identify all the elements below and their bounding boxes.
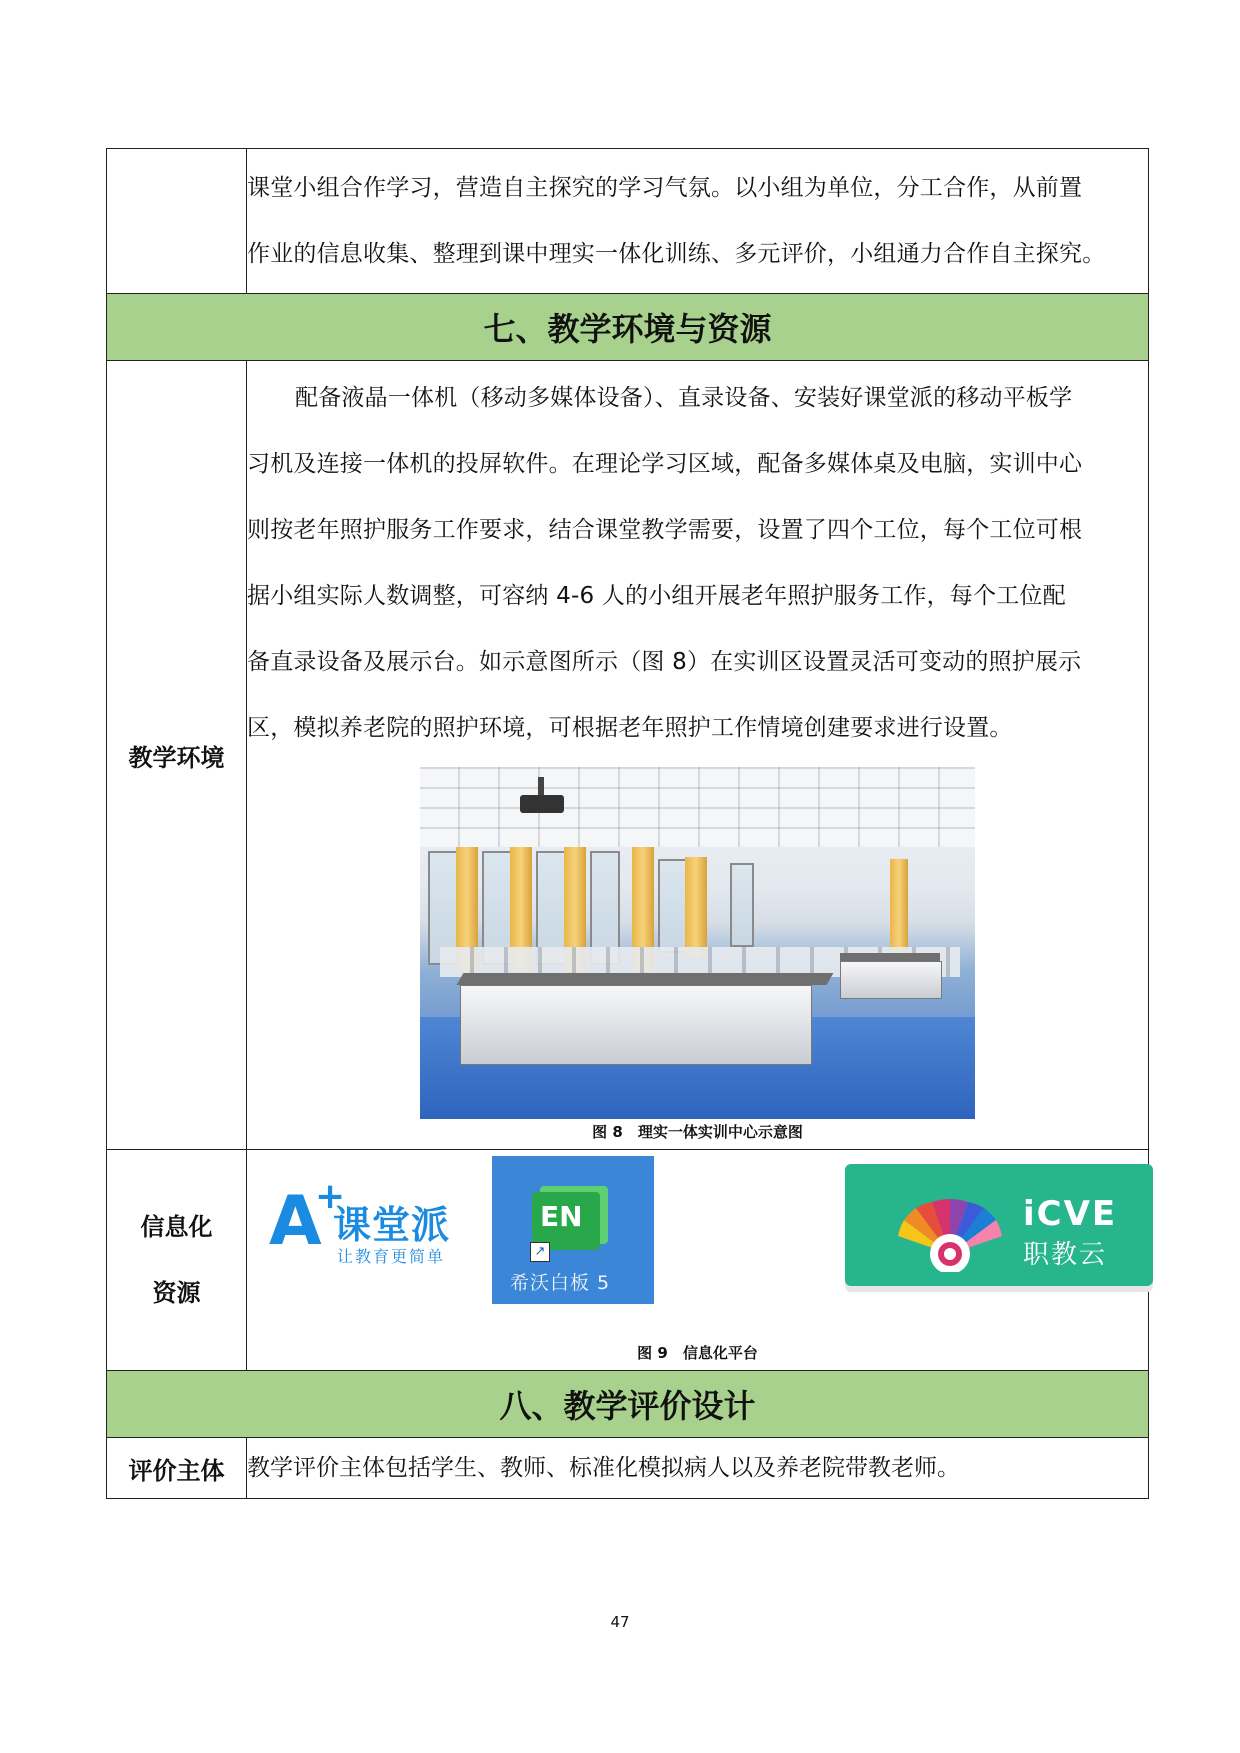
icve-brand: iCVE [1023,1194,1118,1234]
section-8-row [107,1371,1149,1438]
section-7-row [107,294,1149,361]
info-resources-cell [247,1150,1149,1371]
environment-cell [247,361,1149,1150]
seewo-badge: EN [540,1200,583,1233]
photo-bench-top [840,953,940,961]
photo-bench [840,961,942,999]
icve-fan-icon [895,1182,1005,1272]
photo-ceiling [420,767,975,847]
figure-8-caption: 图 8 理实一体实训中心示意图 [592,1123,803,1141]
photo-projector-mount [538,777,544,797]
section-7-title: 七、教学环境与资源 [107,294,1149,361]
section-8-title: 八、教学评价设计 [107,1371,1149,1438]
photo-bench-top [457,973,834,985]
photo-curtain [890,859,908,954]
environment-line-6: 区，模拟养老院的照护环境，可根据老年照护工作情境创建要求进行设置。 [247,715,1013,741]
icve-logo [845,1164,1153,1286]
page-number: 47 [610,1613,630,1631]
training-center-photo [420,767,975,1119]
environment-label: 教学环境 [107,361,247,1150]
evaluation-subject-label: 评价主体 [107,1438,247,1499]
learning-method-cell [247,149,1149,294]
photo-window [730,863,754,947]
seewo-label: 希沃白板 5 [510,1272,611,1294]
learning-method-row [107,149,1149,294]
ketangpai-logo [269,1176,469,1272]
seewo-whiteboard-icon [492,1156,654,1304]
shortcut-arrow-icon: ↗ [530,1242,550,1262]
info-resources-label [107,1150,247,1371]
photo-curtain [685,857,707,957]
environment-line-5: 备直录设备及展示台。如示意图所示（图 8）在实训区设置灵活可变动的照护展示 [247,649,1082,675]
environment-row [107,361,1149,1150]
evaluation-subject-row [107,1438,1149,1499]
photo-bench [460,985,812,1065]
ketangpai-plus: + [315,1176,346,1217]
ketangpai-name: 课堂派 [333,1203,451,1247]
photo-projector [520,795,564,813]
environment-line-3: 则按老年照护服务工作要求，结合课堂教学需要，设置了四个工位，每个工位可根 [247,517,1083,543]
info-resources-label-line-1: 信息化 [140,1213,213,1241]
figure-8 [247,761,1148,1119]
ketangpai-slogan: 让教育更简单 [337,1247,446,1266]
evaluation-subject-text: 教学评价主体包括学生、教师、标准化模拟病人以及养老院带教老师。 [247,1438,1149,1499]
ketangpai-letter: A [269,1182,322,1261]
empty-label-cell [107,149,247,294]
figure-9-caption: 图 9 信息化平台 [637,1344,758,1362]
learning-method-line-1: 课堂小组合作学习，营造自主探究的学习气氛。以小组为单位，分工合作，从前置 [247,175,1083,201]
icve-name: 职教云 [1023,1240,1108,1270]
environment-line-4: 据小组实际人数调整，可容纳 4-6 人的小组开展老年照护服务工作，每个工位配 [247,583,1066,609]
platform-logos [247,1150,1148,1340]
environment-line-2: 习机及连接一体机的投屏软件。在理论学习区域，配备多媒体桌及电脑，实训中心 [247,451,1083,477]
info-resources-label-line-2: 资源 [152,1279,201,1307]
environment-line-1: 配备液晶一体机（移动多媒体设备）、直录设备、安装好课堂派的移动平板学 [295,385,1073,411]
lesson-plan-table [106,148,1149,1499]
photo-window [658,859,688,953]
info-resources-row [107,1150,1149,1371]
learning-method-line-2: 作业的信息收集、整理到课中理实一体化训练、多元评价，小组通力合作自主探究。 [247,241,1106,267]
